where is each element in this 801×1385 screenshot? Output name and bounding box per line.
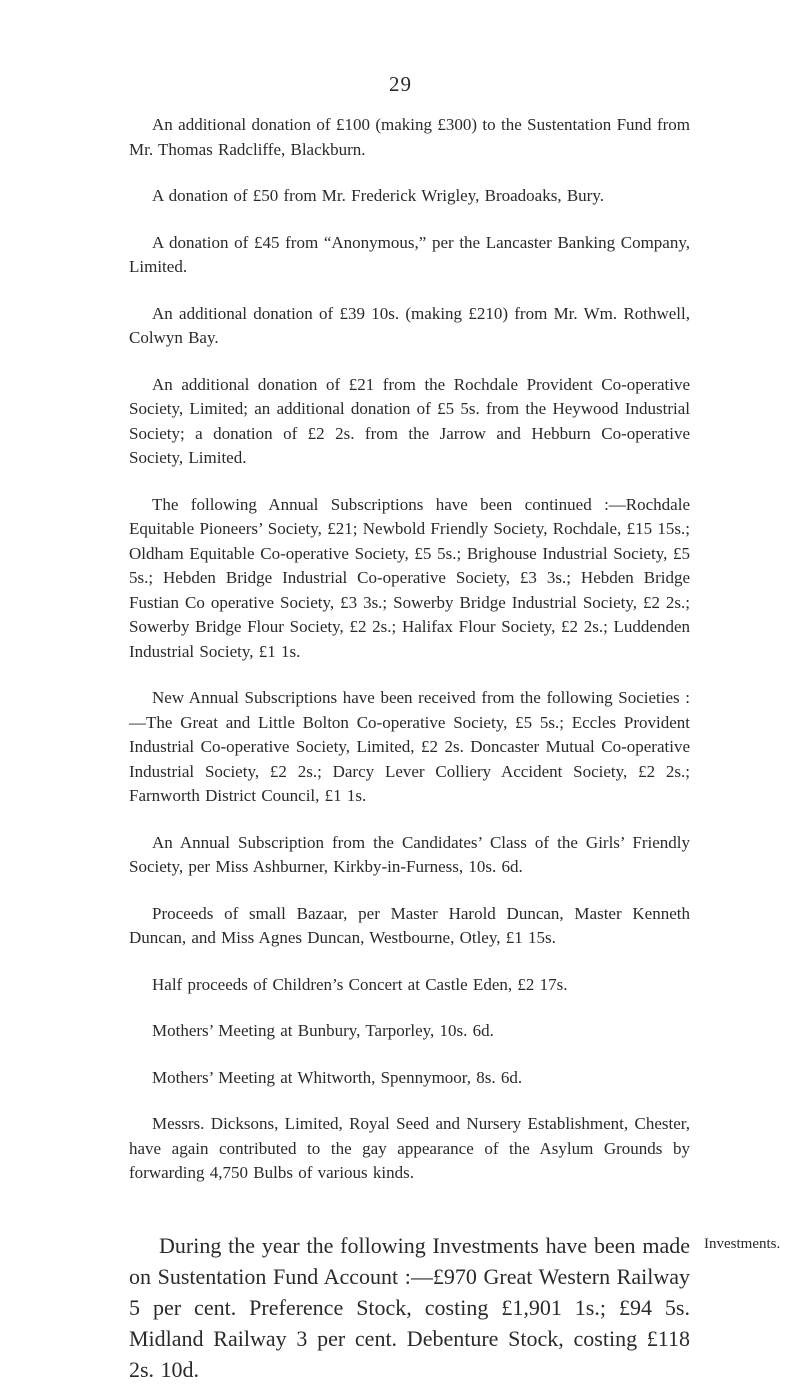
paragraph-rothwell-donation: An additional donation of £39 10s. (making £210) from Mr. Wm. Rothwell, Colwyn Bay.: [129, 303, 690, 347]
paragraph-bazaar-proceeds: Proceeds of small Bazaar, per Master Harold Duncan, Master Kenneth Duncan, and Miss Agnes Duncan, Westbourne, Otley, £1 15s.: [129, 903, 690, 947]
paragraph-wrigley-donation: A donation of £50 from Mr. Frederick Wrigley, Broadoaks, Bury.: [152, 186, 604, 205]
body-text: [129, 113, 781, 1385]
paragraph-new-subscriptions: New Annual Subscriptions have been received from the following Societies :—The Great and Little Bolton Co-operative Society, £5 5s.; Eccles Provident Industrial Co-operative Society, Limited, £2 2s. Doncaster Mutual Co-operative Industrial Society, £2 2s.; Darcy Lever Colliery Accident Society, £2 2s.; Farnworth District Council, £1 1s.: [129, 688, 690, 805]
paragraph-anonymous-donation: A donation of £45 from “Anonymous,” per the Lancaster Banking Company, Limited.: [129, 232, 690, 276]
investments-section: [129, 1230, 781, 1385]
paragraph-childrens-concert: Half proceeds of Children’s Concert at Castle Eden, £2 17s.: [152, 974, 568, 994]
margin-note-investments: Investments.: [704, 1235, 781, 1252]
paragraph-dicksons-bulbs: Messrs. Dicksons, Limited, Royal Seed and Nursery Establishment, Chester, have again contributed to the gay appearance of the Asylum Grounds by forwarding 4,750 Bulbs of various kinds.: [129, 1114, 690, 1182]
paragraph-bunbury-meeting: Mothers’ Meeting at Bunbury, Tarporley, 10s. 6d.: [152, 1021, 494, 1040]
paragraph-continued-subscriptions: The following Annual Subscriptions have been continued :—Rochdale Equitable Pioneers’ Society, £21; Newbold Friendly Society, Rochdale, £15 15s.; Oldham Equitable Co-operative Society, £5 5s.; Brighouse Industrial Society, £5 5s.; Hebden Bridge Industrial Co-operative Society, £3 3s.; Hebden Bridge Fustian Co operative Society, £3 3s.; Sowerby Bridge Industrial Society, £2 2s.; Sowerby Bridge Flour Society, £2 2s.; Halifax Flour Society, £2 2s.; Luddenden Industrial Society, £1 1s.: [129, 494, 690, 661]
page-number: 29: [389, 72, 412, 96]
paragraph-radcliffe-donation: An additional donation of £100 (making £300) to the Sustentation Fund from Mr. Thomas Radcliffe, Blackburn.: [129, 115, 690, 159]
paragraph-cooperative-donations: An additional donation of £21 from the Rochdale Provident Co-operative Society, Limited; an additional donation of £5 5s. from the Heywood Industrial Society; a donation of £2 2s. from the Jarrow and Hebburn Co-operative Society, Limited.: [129, 374, 690, 467]
paragraph-whitworth-meeting: Mothers’ Meeting at Whitworth, Spennymoor, 8s. 6d.: [152, 1067, 523, 1087]
paragraph-investments: During the year the following Investments have been made on Sustentation Fund Account :—£970 Great Western Railway 5 per cent. Preference Stock, costing £1,901 1s.; £94 5s. Midland Railway 3 per cent. Debenture Stock, costing £118 2s. 10d.: [129, 1232, 690, 1382]
paragraph-girls-friendly-society: An Annual Subscription from the Candidates’ Class of the Girls’ Friendly Society, per Miss Ashburner, Kirkby-in-Furness, 10s. 6d.: [129, 832, 690, 876]
